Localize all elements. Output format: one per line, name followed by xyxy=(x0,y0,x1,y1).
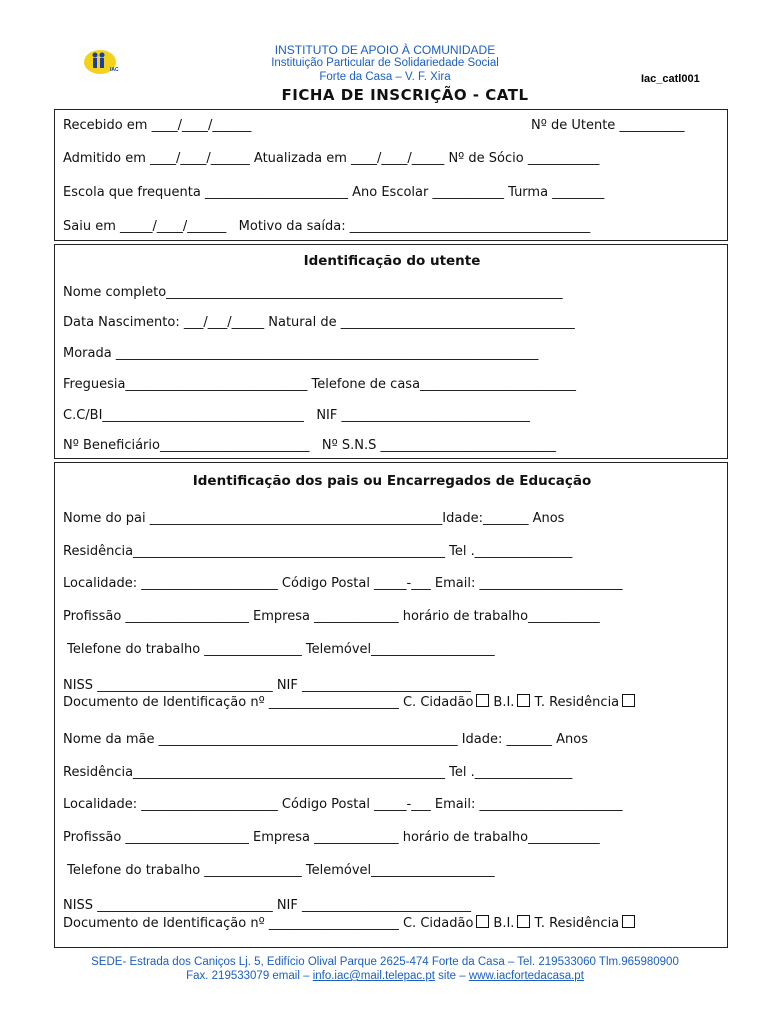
mother-niss-row[interactable]: NISS ___________________________ NIF __________________________ xyxy=(63,898,471,913)
father-residence-permit-checkbox[interactable] xyxy=(622,694,635,707)
father-name-field[interactable]: Nome do pai _____________________________________________Idade:_______ Anos xyxy=(63,511,565,526)
father-phone-row[interactable]: Telefone do trabalho _______________ Telemóvel___________________ xyxy=(63,642,495,657)
user-identification-box xyxy=(54,244,728,459)
mother-id-document-label: Documento de Identificação nº ____________________ C. Cidadão xyxy=(63,916,474,931)
institute-type: Instituição Particular de Solidariedade Social xyxy=(271,57,499,69)
father-locality-row[interactable]: Localidade: _____________________ Código Postal _____-___ Email: ______________________ xyxy=(63,576,623,591)
footer-email-link[interactable]: info.iac@mail.telepac.pt xyxy=(312,970,435,982)
father-cc-checkbox[interactable] xyxy=(476,694,489,707)
footer-fax: Fax. 219533079 email – xyxy=(186,970,313,982)
father-residence-field[interactable]: Residência________________________________________________ Tel ._______________ xyxy=(63,544,573,559)
user-identification-heading: Identificação do utente xyxy=(303,253,481,269)
father-id-document-label: Documento de Identificação nº ____________________ C. Cidadão xyxy=(63,695,474,710)
father-profession-row[interactable]: Profissão ___________________ Empresa _____________ horário de trabalho___________ xyxy=(63,609,600,624)
parents-identification-heading: Identificação dos pais ou Encarregados de Educação xyxy=(192,473,592,489)
svg-text:IAC: IAC xyxy=(110,67,119,73)
institute-name: INSTITUTO DE APOIO À COMUNIDADE xyxy=(274,43,496,57)
parents-identification-box xyxy=(54,462,728,948)
admission-row[interactable]: Admitido em ____/____/______ Atualizada em ____/____/_____ Nº de Sócio ___________ xyxy=(63,151,600,166)
mother-residence-permit-checkbox[interactable] xyxy=(622,915,635,928)
received-date-field[interactable]: Recebido em ____/____/______ xyxy=(63,118,252,133)
address-field[interactable]: Morada _________________________________________________________________ xyxy=(63,346,539,361)
document-code: Iac_catl001 xyxy=(641,73,700,85)
footer-site-label: site – xyxy=(434,970,469,982)
mother-profession-row[interactable]: Profissão ___________________ Empresa _____________ horário de trabalho___________ xyxy=(63,830,600,845)
user-number-field[interactable]: Nº de Utente __________ xyxy=(531,118,685,133)
father-niss-row[interactable]: NISS ___________________________ NIF __________________________ xyxy=(63,678,471,693)
mother-residence-field[interactable]: Residência________________________________________________ Tel ._______________ xyxy=(63,765,573,780)
mother-bi-label: B.I. xyxy=(493,916,515,931)
footer-site-link[interactable]: www.iacfortedacasa.pt xyxy=(468,970,584,982)
father-id-document-row xyxy=(63,694,639,710)
footer-address: SEDE- Estrada dos Caniços Lj. 5, Edifício Olival Parque 2625-474 Forte da Casa – Tel. 219533060 Tlm.965980900 xyxy=(91,956,679,968)
school-row[interactable]: Escola que frequenta ______________________ Ano Escolar ___________ Turma ________ xyxy=(63,185,605,200)
institute-location: Forte da Casa – V. F. Xira xyxy=(319,71,451,83)
mother-phone-row[interactable]: Telefone do trabalho _______________ Telemóvel___________________ xyxy=(63,863,495,878)
mother-residence-permit-label: T. Residência xyxy=(534,916,620,931)
father-residence-permit-label: T. Residência xyxy=(534,695,620,710)
mother-bi-checkbox[interactable] xyxy=(517,915,530,928)
mother-cc-checkbox[interactable] xyxy=(476,915,489,928)
mother-locality-row[interactable]: Localidade: _____________________ Código Postal _____-___ Email: ______________________ xyxy=(63,797,623,812)
parish-phone-row[interactable]: Freguesia____________________________ Telefone de casa________________________ xyxy=(63,377,577,392)
mother-id-document-row xyxy=(63,915,639,931)
father-bi-label: B.I. xyxy=(493,695,515,710)
mother-name-field[interactable]: Nome da mãe ______________________________________________ Idade: _______ Anos xyxy=(63,732,589,747)
full-name-field[interactable]: Nome completo_____________________________________________________________ xyxy=(63,285,563,300)
father-bi-checkbox[interactable] xyxy=(517,694,530,707)
exit-row[interactable]: Saiu em _____/____/______ Motivo da saída: _____________________________________ xyxy=(63,219,591,234)
registration-box xyxy=(54,109,728,241)
id-nif-row[interactable]: C.C/BI_______________________________ NIF _____________________________ xyxy=(63,408,530,423)
beneficiary-sns-row[interactable]: Nº Beneficiário_______________________ Nº S.N.S ___________________________ xyxy=(63,438,556,453)
birth-row[interactable]: Data Nascimento: ___/___/_____ Natural de ____________________________________ xyxy=(63,315,575,330)
form-title: FICHA DE INSCRIÇÃO - CATL xyxy=(281,86,529,104)
footer-contacts xyxy=(0,970,770,982)
